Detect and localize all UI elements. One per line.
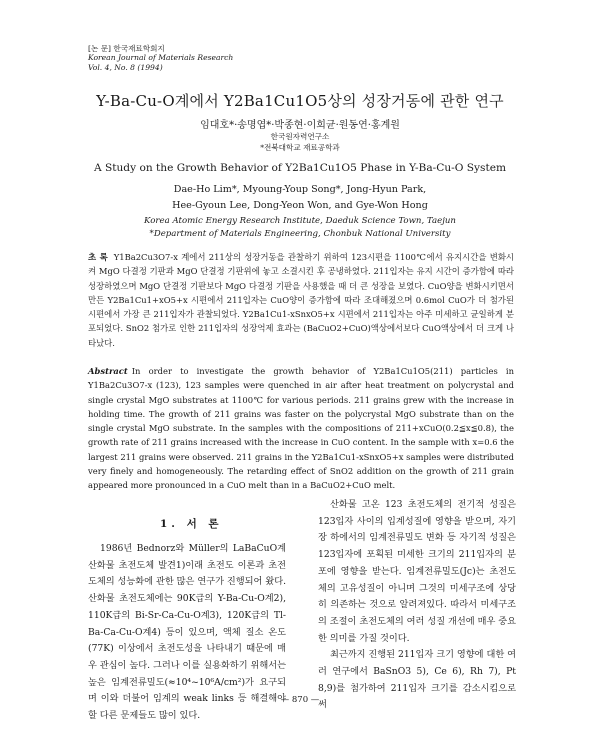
authors-kr: 임대호*·송명엽*·박종현·이희균·원동연·홍계원: [200, 120, 400, 131]
affiliation-kr: [0, 131, 600, 153]
affiliation-kr-line2: *전북대학교 재료공학과: [260, 143, 340, 152]
journal-line-en: Korean Journal of Materials Research: [88, 53, 234, 63]
abstract-kr: [88, 250, 514, 350]
intro-paragraph-3: 최근까지 진행된 211입자 크기 영향에 대한 여러 연구에서 BaSnO3 5), Ce 6), Rh 7), Pt 8,9)를 첨가하여 211입자 크기를 감소시킴으로써: [318, 649, 516, 711]
paper-title-en: A Study on the Growth Behavior of Y2Ba1Cu1O5 Phase in Y-Ba-Cu-O System: [93, 162, 507, 174]
affiliation-en-line2: *Department of Materials Engineering, Chonbuk National University: [149, 228, 451, 239]
body-column-right: [318, 497, 516, 714]
abstract-en: [88, 364, 514, 493]
journal-line-kr: [논 문] 한국재료학회지: [88, 44, 165, 53]
abstract-kr-label: 초 록: [88, 252, 108, 262]
affiliation-en-line1: Korea Atomic Energy Research Institute, Daeduk Science Town, Taejun: [144, 216, 456, 226]
abstract-kr-text: Y1Ba2Cu3O7-x 계에서 211상의 성장거동을 관찰하기 위하여 123시편을 1100℃에서 유지시간을 변화시켜 MgO 다결정 기판과 MgO 단결정 기판위에 놓고 소결시킨 후 공냉하였다. 211입자는 유지 시간이 증가함에 따라 성장하였으며 MgO 단결정 기판보다 MgO 다결정 기판을 사용했을 때 더 큰 성장을 보였다. CuO양을 변화시키면서 만든 Y2Ba1Cu1+xO5+x 시편에서 211입자는 CuO양이 증가함에 따라 조대해졌으며 0.6mol CuO가 더 첨가된 시편에서 가장 큰 211입자가 관찰되었다. Y2Ba1Cu1-xSnxO5+x 시편에서 211입자는 아주 미세하고 균일하게 분포되었다. SnO2 첨가로 인한 211입자의 성장억제 효과는 (BaCuO2+CuO)액상에서보다 CuO액상에서 더 크게 나타났다.: [88, 252, 514, 348]
section-heading-introduction: 1. 서 론: [160, 518, 223, 530]
authors-en-line2: Hee-Gyoun Lee, Dong-Yeon Won, and Gye-Won Hong: [172, 200, 428, 211]
journal-header: [88, 44, 233, 72]
authors-en: [0, 182, 600, 214]
affiliation-en: [0, 215, 600, 240]
affiliation-kr-line1: 한국원자력연구소: [270, 132, 330, 141]
journal-volume: Vol. 4, No. 8 (1994): [88, 62, 163, 72]
abstract-en-label: Abstract: [88, 366, 128, 376]
page-number: — 870 —: [280, 695, 320, 705]
intro-paragraph-2: 산화물 고온 123 초전도체의 전기적 성질은 123입자 사이의 입계성질에 영향을 받으며, 자기장 하에서의 임계전류밀도 변화 등 자기적 성질은 123입자에 포획된 미세한 크기의 211입자의 분포에 영향을 받는다. 임계전류밀도(Jc)는 초전도체의 고유성질이 아니며 그것의 미세구조에 상당히 의존하는 것으로 알려져있다. 따라서 미세구조의 조절이 초전도체의 여러 성질 개선에 매우 중요한 의미를 가질 것이다.: [318, 499, 516, 644]
paper-title-kr: Y-Ba-Cu-O계에서 Y2Ba1Cu1O5상의 성장거동에 관한 연구: [96, 92, 504, 110]
intro-paragraph-1: 1986년 Bednorz와 Müller의 LaBaCuO계 산화물 초전도체 발견1)이래 초전도 이론과 초전도체의 성능화에 관한 많은 연구가 진행되어 왔다. 산화물 초전도체에는 90K급의 Y-Ba-Cu-O계2), 110K급의 Bi-Sr-Ca-Cu-O계3), 120K급의 Tl-Ba-Ca-Cu-O계4) 등이 있으며, 액체 질소 온도(77K) 이상에서 초전도성을 나타내기 때문에 매우 관심이 높다. 그러나 이를 실용화하기 위해서는 높은 임계전류밀도(≈10⁴~10⁶A/cm²)가 요구되며 이와 더불어 임계의 weak links 등 해결해야 할 다른 문제들도 많이 있다.: [88, 543, 286, 722]
abstract-en-text: In order to investigate the growth behavior of Y2Ba1Cu1O5(211) particles in Y1Ba2Cu3O7-x (123), 123 samples were quenched in air after heat treatment on polycrystal and single crystal MgO substrates at 1100℃ for various periods. 211 grains grew with the increase in holding time. The growth of 211 grains was faster on the polycrystal MgO substrate than on the single crystal MgO substrate. In the samples with the compositions of 211+xCuO(0.2≦x≦0.8), the growth rate of 211 grains increased with the increase in CuO content. In the sample with x=0.6 the largest 211 grains were observed. 211 grains in the Y2Ba1Cu1-xSnxO5+x samples were distributed very finely and homogeneously. The retarding effect of SnO2 addition on the growth of 211 grain appeared more pronounced in a CuO melt than in a BaCuO2+CuO melt.: [88, 366, 514, 491]
authors-en-line1: Dae-Ho Lim*, Myoung-Youp Song*, Jong-Hyun Park,: [173, 184, 427, 195]
